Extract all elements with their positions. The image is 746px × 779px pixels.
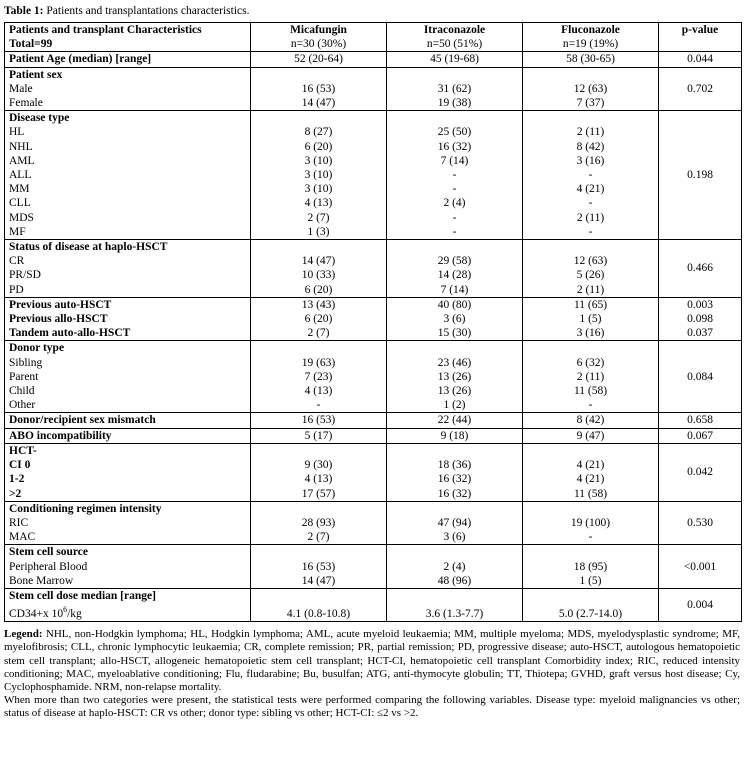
table-row-group-title [5, 443, 742, 501]
cell-micafungin [251, 443, 387, 501]
cell-value: 2 (11) [576, 283, 605, 296]
cell-micafungin: 16 (53) [251, 413, 387, 428]
spacer [391, 68, 518, 82]
row-label: RIC [9, 516, 29, 529]
cell-value: 14 (47) [301, 574, 336, 587]
group-title-text: Patient sex [9, 68, 63, 81]
spacer [255, 68, 382, 82]
cell-value: 11 (58) [573, 487, 608, 500]
cell-value: - [588, 225, 593, 238]
row-label: ALL [9, 169, 32, 182]
dose-unit-label [9, 603, 246, 621]
cell-value: - [588, 531, 593, 544]
cell-value: 16 (32) [437, 487, 472, 500]
cell-value: 48 (96) [437, 574, 472, 587]
cell-itraconazole [387, 240, 523, 298]
cell-micafungin: 52 (20-64) [251, 52, 387, 67]
spacer [391, 545, 518, 559]
cell-value: 2 (11) [576, 126, 605, 139]
cell-value: - [452, 169, 457, 182]
cell-value: 4 (21) [576, 459, 605, 472]
cell-value: 2 (7) [307, 211, 330, 224]
row-label: Tandem auto-allo-HSCT [9, 327, 131, 340]
cell-fluconazole [523, 501, 659, 545]
cell-fluconazole [523, 240, 659, 298]
cell-itraconazole [387, 111, 523, 240]
cell-value: 14 (47) [301, 255, 336, 268]
header-itraconazole [387, 23, 523, 52]
group-title [5, 240, 251, 298]
cell-pvalue: 0.530 [659, 501, 742, 545]
cell-value: - [316, 399, 321, 412]
cell-pvalue: 0.702 [659, 67, 742, 111]
header-fluconazole [523, 23, 659, 52]
cell-fluconazole [523, 341, 659, 413]
cell-value: 3 (6) [443, 531, 466, 544]
cell-value: 3 (16) [576, 154, 605, 167]
cell-fluconazole: 8 (42) [523, 413, 659, 428]
caption-text: Patients and transplantations characteristics. [43, 5, 250, 17]
cell-fluconazole: 58 (30-65) [523, 52, 659, 67]
row-label [5, 297, 251, 341]
cell-value: 9 (30) [304, 459, 333, 472]
row-label: MM [9, 183, 30, 196]
table-row [5, 413, 742, 428]
row-label: CR [9, 255, 25, 268]
cell-value: 2 (7) [307, 531, 330, 544]
cell-value: 0.037 [687, 327, 713, 340]
cell-value: 2 (7) [307, 327, 330, 340]
row-label: Peripheral Blood [9, 560, 88, 573]
row-label: Sibling [9, 356, 43, 369]
cell-value: - [452, 183, 457, 196]
cell-value: 6 (20) [304, 313, 333, 326]
row-label: Female [9, 97, 43, 110]
cell-value: 18 (36) [437, 459, 472, 472]
row-label: Child [9, 385, 35, 398]
header-fluconazole-label: Fluconazole [561, 24, 620, 36]
cell-value: 17 (57) [301, 487, 336, 500]
row-label: PR/SD [9, 269, 41, 282]
cell-value: 3 (16) [576, 327, 605, 340]
cell-value: 5 (26) [576, 269, 605, 282]
header-total: Total=99 [9, 38, 53, 51]
cell-value: 3 (10) [304, 169, 333, 182]
cell-value: 7 (37) [576, 97, 605, 110]
legend-label: Legend: [4, 628, 43, 641]
group-title [5, 501, 251, 545]
cell-value: 2 (11) [576, 211, 605, 224]
cell-value: 4 (13) [304, 473, 333, 486]
spacer [255, 240, 382, 254]
dose-unit-pre: CD34+x 10 [9, 607, 64, 620]
cell-value: - [588, 197, 593, 210]
cell-fluconazole [523, 67, 659, 111]
row-label: Previous auto-HSCT [9, 298, 112, 311]
header-itraconazole-n: n=50 (51%) [426, 38, 483, 51]
spacer [255, 341, 382, 355]
cell-fluconazole [523, 443, 659, 501]
cell-micafungin [251, 501, 387, 545]
cell-value: 31 (62) [437, 82, 472, 95]
group-title [5, 341, 251, 413]
cell-pvalue [659, 297, 742, 341]
row-label: Male [9, 82, 33, 95]
group-title-text: Conditioning regimen intensity [9, 502, 162, 515]
row-label [5, 588, 251, 621]
group-title-text: HCT- [9, 444, 37, 457]
cell-micafungin: 5 (17) [251, 428, 387, 443]
cell-value: 8 (27) [304, 126, 333, 139]
group-title-text: Donor type [9, 342, 65, 355]
cell-value: 3.6 (1.3-7.7) [425, 607, 484, 620]
cell-value: 16 (53) [301, 560, 336, 573]
cell-value: 6 (32) [576, 356, 605, 369]
cell-value: - [452, 225, 457, 238]
spacer [391, 444, 518, 458]
cell-itraconazole: 45 (19-68) [387, 52, 523, 67]
cell-value: 1 (3) [307, 225, 330, 238]
cell-value: 14 (28) [437, 269, 472, 282]
cell-itraconazole: 22 (44) [387, 413, 523, 428]
cell-value: 25 (50) [437, 126, 472, 139]
spacer [527, 111, 654, 125]
cell-pvalue: 0.042 [659, 443, 742, 501]
spacer [527, 444, 654, 458]
cell-itraconazole [387, 297, 523, 341]
cell-micafungin [251, 111, 387, 240]
table-row-previous [5, 297, 742, 341]
cell-pvalue: 0.658 [659, 413, 742, 428]
cell-value: 15 (30) [437, 327, 472, 340]
table-caption [4, 0, 744, 22]
cell-value: 2 (4) [443, 197, 466, 210]
cell-pvalue: 0.084 [659, 341, 742, 413]
cell-fluconazole [523, 545, 659, 589]
spacer [255, 111, 382, 125]
cell-value: 4 (13) [304, 197, 333, 210]
spacer [391, 341, 518, 355]
cell-value: 13 (26) [437, 370, 472, 383]
row-label: Other [9, 399, 36, 412]
row-label: MAC [9, 531, 36, 544]
cell-itraconazole [387, 501, 523, 545]
spacer [527, 545, 654, 559]
cell-value: 4.1 (0.8-10.8) [286, 607, 351, 620]
spacer [527, 341, 654, 355]
cell-itraconazole [387, 588, 523, 621]
row-label: MF [9, 225, 26, 238]
group-title [5, 545, 251, 589]
row-label: 1-2 [9, 473, 25, 486]
cell-value: 16 (53) [301, 82, 336, 95]
dose-unit-post: /kg [67, 607, 82, 620]
row-label: >2 [9, 487, 22, 500]
cell-value: 19 (100) [570, 516, 611, 529]
cell-pvalue: 0.044 [659, 52, 742, 67]
cell-itraconazole [387, 67, 523, 111]
table-row-group-title [5, 67, 742, 111]
cell-value: 16 (32) [437, 473, 472, 486]
cell-value: 2 (4) [443, 560, 466, 573]
spacer [391, 502, 518, 516]
cell-fluconazole: 9 (47) [523, 428, 659, 443]
cell-value: 3 (10) [304, 183, 333, 196]
row-label: Donor/recipient sex mismatch [5, 413, 251, 428]
row-label: PD [9, 283, 24, 296]
row-label: HL [9, 126, 25, 139]
cell-itraconazole [387, 545, 523, 589]
cell-value: 4 (21) [576, 473, 605, 486]
table-row-group-title [5, 240, 742, 298]
group-title-text: Disease type [9, 112, 70, 125]
cell-micafungin [251, 341, 387, 413]
table-row-dose [5, 588, 742, 621]
row-label: MDS [9, 211, 34, 224]
row-label: Patient Age (median) [range] [5, 52, 251, 67]
spacer [255, 444, 382, 458]
cell-fluconazole [523, 111, 659, 240]
spacer [255, 545, 382, 559]
legend-text: NHL, non-Hodgkin lymphoma; HL, Hodgkin lymphoma; AML, acute myeloid leukaemia; MM, multiple myeloma; MDS, myelodysplastic syndrome; MF, myelofibrosis; CLL, chronic lymphocytic leukaemia; CR, complete remission; PR, partial remission; PD, progressive disease; auto-HSCT, autologous hematopoietic stem cell transplant; allo-HSCT, allogeneic hematopoietic stem cell transplant; HCT-CI, hematopoietic cell transplant Comorbidity index; RIC, reduced intensity conditioning; MAC, myeloablative conditioning; Flu, fludarabine; Bu, busulfan; ATG, anti-thymocyte globulin; TT, Thiotepa; GVHD, graft versus host disease; Cy, Cyclophosphamide. NRM, non-relapse mortality. [4, 628, 740, 693]
cell-value: 14 (47) [301, 97, 336, 110]
cell-value: 8 (42) [576, 140, 605, 153]
cell-micafungin [251, 545, 387, 589]
cell-value: 11 (65) [573, 298, 608, 311]
cell-value: 0.098 [687, 313, 713, 326]
row-label: Bone Marrow [9, 574, 74, 587]
spacer [527, 502, 654, 516]
cell-value: 4 (21) [576, 183, 605, 196]
group-title-text: Status of disease at haplo-HSCT [9, 241, 168, 254]
cell-pvalue: 0.198 [659, 111, 742, 240]
group-title-text: Stem cell source [9, 546, 88, 559]
row-label: AML [9, 154, 35, 167]
cell-value: 13 (43) [301, 298, 336, 311]
row-label: ABO incompatibility [5, 428, 251, 443]
spacer [527, 68, 654, 82]
cell-value: - [588, 399, 593, 412]
cell-value: 12 (63) [573, 255, 608, 268]
spacer [391, 240, 518, 254]
cell-value: 7 (14) [440, 154, 469, 167]
header-characteristics [5, 23, 251, 52]
header-micafungin-n: n=30 (30%) [290, 38, 347, 51]
row-label: Previous allo-HSCT [9, 313, 108, 326]
group-title [5, 443, 251, 501]
table-row [5, 52, 742, 67]
caption-label: Table 1: [4, 5, 44, 17]
cell-value: 1 (5) [579, 574, 602, 587]
characteristics-table [4, 22, 742, 622]
cell-value: 13 (26) [437, 385, 472, 398]
cell-value: 3 (6) [443, 313, 466, 326]
cell-pvalue: 0.466 [659, 240, 742, 298]
dose-unit-sup: 6 [63, 605, 68, 615]
cell-micafungin [251, 588, 387, 621]
table-row-group-title [5, 111, 742, 240]
cell-value: 18 (95) [573, 560, 608, 573]
cell-value: 19 (63) [301, 356, 336, 369]
cell-value: 19 (38) [437, 97, 472, 110]
cell-value: 1 (5) [579, 313, 602, 326]
cell-value: - [452, 211, 457, 224]
cell-itraconazole [387, 341, 523, 413]
header-micafungin-label: Micafungin [290, 24, 347, 36]
legend [4, 628, 744, 720]
table-row [5, 428, 742, 443]
spacer [527, 240, 654, 254]
cell-micafungin [251, 67, 387, 111]
table-row-group-title [5, 545, 742, 589]
cell-value: 11 (58) [573, 385, 608, 398]
cell-value: 12 (63) [573, 82, 608, 95]
cell-fluconazole [523, 588, 659, 621]
cell-itraconazole: 9 (18) [387, 428, 523, 443]
header-row [5, 23, 742, 52]
cell-value: 2 (11) [576, 370, 605, 383]
cell-value: 0.003 [687, 298, 713, 311]
cell-micafungin [251, 297, 387, 341]
cell-value: 40 (80) [437, 298, 472, 311]
cell-value: 5.0 (2.7-14.0) [558, 607, 623, 620]
table-row-group-title [5, 341, 742, 413]
cell-itraconazole [387, 443, 523, 501]
cell-pvalue: 0.067 [659, 428, 742, 443]
row-label: CLL [9, 197, 31, 210]
spacer [391, 111, 518, 125]
cell-value: 7 (23) [304, 370, 333, 383]
cell-fluconazole [523, 297, 659, 341]
cell-value: 7 (14) [440, 283, 469, 296]
cell-value: 6 (20) [304, 140, 333, 153]
cell-value: 29 (58) [437, 255, 472, 268]
table-row-group-title [5, 501, 742, 545]
cell-value: - [588, 169, 593, 182]
header-fluconazole-n: n=19 (19%) [562, 38, 619, 51]
cell-pvalue: 0.004 [659, 588, 742, 621]
cell-value: 16 (32) [437, 140, 472, 153]
header-micafungin [251, 23, 387, 52]
group-title [5, 111, 251, 240]
cell-value: 28 (93) [301, 516, 336, 529]
table-body [5, 23, 742, 622]
row-label: NHL [9, 140, 33, 153]
group-title-text: Stem cell dose median [range] [9, 589, 156, 602]
header-characteristics-label: Patients and transplant Characteristics [9, 24, 202, 36]
cell-value: 3 (10) [304, 154, 333, 167]
cell-value: 47 (94) [437, 516, 472, 529]
row-label: Parent [9, 370, 39, 383]
group-title [5, 67, 251, 111]
cell-pvalue: <0.001 [659, 545, 742, 589]
cell-value: 4 (13) [304, 385, 333, 398]
header-itraconazole-label: Itraconazole [423, 24, 486, 36]
cell-value: 1 (2) [443, 399, 466, 412]
row-label: CI 0 [9, 459, 31, 472]
spacer [255, 502, 382, 516]
cell-value: 6 (20) [304, 283, 333, 296]
header-pvalue: p-value [659, 23, 742, 52]
cell-value: 23 (46) [437, 356, 472, 369]
cell-micafungin [251, 240, 387, 298]
cell-value: 10 (33) [301, 269, 336, 282]
legend-note: When more than two categories were present, the statistical tests were performed comparing the following variables. Disease type: myeloid malignancies vs other; status of disease at haplo-HSCT: CR vs other; donor type: sibling vs other; HCT-CI: ≤2 vs >2. [4, 694, 740, 720]
